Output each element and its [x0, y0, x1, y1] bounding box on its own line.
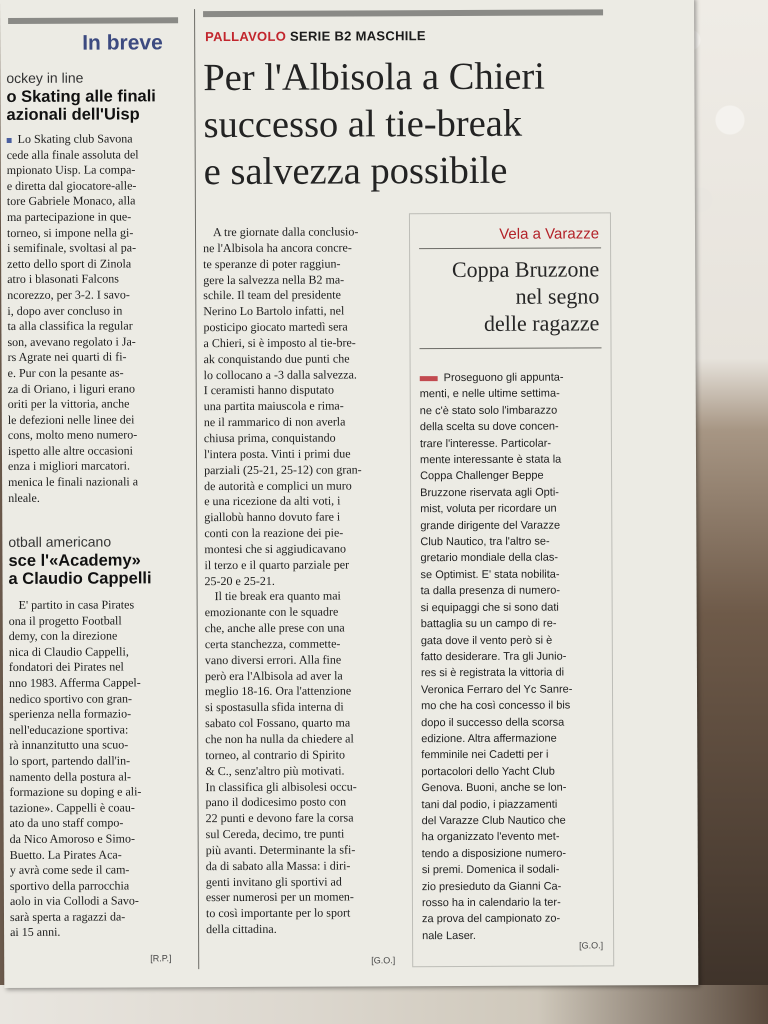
text-line: parziali (25-21, 25-12) con gran- [204, 462, 362, 477]
text-line: che non ha nulla da chiedere al [205, 731, 354, 747]
text-line: della cittadina. [206, 921, 277, 937]
text-line: fondatori dei Pirates nel [8, 659, 124, 675]
text-line: cede alla finale assoluta del [6, 146, 139, 162]
text-line: zetto dello sport di Zinola [7, 256, 132, 271]
text-line: demy, con la direzione [8, 628, 118, 644]
top-rule-left [8, 17, 178, 24]
text-line: Coppa Challenger Beppe [420, 470, 544, 483]
text-line: ne c'è stato solo l'imbarazzo [419, 404, 558, 417]
section-label: PALLAVOLO [205, 28, 287, 45]
text-line: Il tie break era quanto mai [214, 588, 341, 604]
text-line: de autorità e complici un muro [204, 477, 352, 493]
sidebar-signature: [G.O.] [579, 940, 604, 951]
text-line: menti, e nelle ultime settima- [419, 387, 560, 401]
paragraph-marker [420, 376, 438, 381]
text-line: ha organizzato l'evento met- [421, 830, 560, 844]
text-line: del Varazze Club Nautico che [421, 814, 566, 828]
text-line: e. Pur con la pesante as- [7, 365, 124, 380]
text-line: e una ricezione da alti voti, i [204, 493, 341, 509]
article-body [203, 224, 394, 938]
brief-1-kicker: ockey in line [6, 69, 84, 86]
text-line: ona il progetto Football [8, 613, 122, 628]
text-line: nleale. [8, 490, 40, 505]
text-line: gretario mondiale della clas- [420, 552, 559, 565]
brief-2-kicker: otball americano [8, 533, 112, 550]
text-line: si spostasulla sfida interna di [205, 699, 344, 715]
text-line: In classifica gli albisolesi occu- [205, 778, 357, 794]
text-line: ne l'Albisola ha ancora concre- [203, 240, 352, 255]
table-surface-background [0, 985, 768, 1024]
text-line: ak conquistando due punti che [203, 351, 350, 366]
text-line: genti invitano gli sportivi ad [205, 874, 342, 889]
sidebar-body [420, 369, 609, 944]
text-line: 22 punti e devono fare la corsa [205, 810, 354, 826]
text-line-content: Lo Skating club Savona [17, 131, 133, 146]
text-line: più avanti. Determinante la sfi- [205, 842, 356, 858]
text-line: trare l'interesse. Particolar- [419, 437, 552, 450]
text-line: res si è registrata la vittoria di [420, 666, 565, 680]
text-line: dopo il successo della scorsa [421, 716, 565, 729]
text-line: i semifinale, svoltasi al pa- [7, 240, 137, 256]
text-line: Nerino Lo Bartolo infatti, nel [203, 303, 345, 319]
text-line: se Optimist. E' stata nobilita- [420, 568, 560, 582]
sidebar-title: Vela a Varazze [499, 225, 600, 243]
text-line: rosso ha in calendario la ter- [421, 896, 561, 910]
text-line: che, anche alle prese con una [204, 620, 345, 636]
text-line: gere la salvezza nella B2 ma- [203, 272, 345, 287]
text-line: ai 15 anni. [10, 925, 61, 940]
brief-2-signature: [R.P.] [150, 953, 172, 964]
text-line: emozionante con le squadre [204, 604, 339, 620]
text-line-content: Proseguono gli appunta- [443, 371, 564, 385]
text-line: y avrà come sede il cam- [9, 862, 130, 878]
section-tag [205, 28, 426, 44]
text-line: Veronica Ferraro del Yc Sanre- [420, 683, 573, 696]
text-line: torneo, al contrario di Spirito [205, 747, 345, 762]
text-line: da di sabato alla Massa: i diri- [205, 858, 351, 873]
text-line: namento della postura al- [9, 768, 132, 784]
text-line: mente interessante è stata la [419, 453, 562, 467]
in-breve-heading: In breve [82, 31, 163, 55]
text-line: sarà sperta a ragazzi da- [9, 909, 126, 924]
text-line: ne il rammarico di non averla [203, 414, 346, 430]
text-line: oriti per la vittoria, anche [7, 396, 130, 412]
text-line: I ceramisti hanno disputato [203, 382, 335, 398]
text-line: ispetto alle altre occasioni [7, 443, 133, 458]
text-line: za di Oriano, i liguri erano [7, 380, 136, 396]
text-line: schile. Il team del presidente [203, 287, 341, 303]
text-line: edizione. Altra affermazione [421, 732, 557, 746]
sidebar-headline: Coppa Bruzzone nel segno delle ragazze [451, 256, 600, 336]
text-line: ma partecipazione in que- [6, 209, 132, 224]
text-line: Bruzzone riservata agli Opti- [420, 486, 559, 500]
subsection-label: SERIE B2 MASCHILE [289, 28, 426, 44]
paragraph-marker [7, 138, 12, 143]
text-line [7, 131, 179, 147]
text-line: ato da uno staff compo- [9, 815, 124, 831]
text-line: 25-20 e 25-21. [204, 573, 275, 588]
text-line: Genova. Buoni, anche se lon- [421, 781, 567, 795]
text-line: mo che ha così concesso il bis [421, 699, 571, 713]
brief-2-title: sce l'«Academy» a Claudio Cappelli [8, 551, 152, 588]
text-line: e diretta dal giocatore-alle- [6, 178, 137, 193]
text-line: formazione su doping e ali- [9, 784, 142, 800]
text-line: ta alla classifica la regular [7, 318, 133, 334]
text-line: sperienza nella formazio- [9, 706, 132, 722]
text-line: conti con la reazione dei pie- [204, 525, 344, 541]
text-line: della scelta su dove concen- [419, 420, 559, 434]
text-line: & C., senz'altro più motivati. [205, 763, 345, 778]
text-line: son, avevano regolato i Ja- [7, 334, 136, 349]
text-line: mpionato Uisp. La compa- [6, 162, 136, 178]
text-line: però era l'Albisola ad aver la [204, 668, 343, 683]
top-rule-main [203, 9, 603, 17]
text-line: si premi. Domenica il sodali- [421, 863, 560, 877]
text-line: torneo, si impone nella gi- [6, 224, 134, 240]
text-line: a Chieri, si è imposto al tie-bre- [203, 335, 356, 351]
text-line: rà innanzitutto una scuo- [9, 737, 129, 753]
text-line: Club Nautico, tra l'altro se- [420, 535, 550, 549]
text-line: nedico sportivo con gran- [9, 690, 133, 706]
text-line: E' partito in casa Pirates [18, 597, 135, 612]
text-line: pano il dodicesimo posto con [205, 794, 347, 810]
text-line: lo collocano a -3 dalla salvezza. [203, 367, 357, 382]
text-line: A tre giornate dalla conclusio- [212, 224, 359, 240]
text-line: cons, molto meno numero- [7, 427, 138, 443]
text-line: grande dirigente del Varazze [420, 519, 561, 532]
text-line: il terzo e il quarto parziale per [204, 557, 350, 572]
text-line: sportivo della parrocchia [9, 878, 130, 893]
text-line: battaglia su un campo di re- [420, 617, 557, 631]
text-line: nica di Claudio Cappelli, [8, 644, 129, 659]
text-line: montesi che si aggiudicavano [204, 541, 347, 556]
text-line: Buetto. La Pirates Aca- [9, 846, 122, 862]
text-line: mist, voluta per ricordare un [420, 502, 557, 516]
text-line: enza i migliori marcatori. [8, 458, 131, 474]
brief-1-title: o Skating alle finali azionali dell'Uisp [6, 87, 156, 124]
text-line: portacolori dello Yacht Club [421, 765, 555, 778]
text-line: i, dopo aver concluso in [7, 303, 123, 318]
brief-1-body [7, 131, 181, 506]
text-line: l'intera posta. Vinti i primi due [203, 446, 351, 461]
text-line: chiusa prima, conquistando [203, 430, 336, 446]
text-line: meglio 18-16. Ora l'attenzione [204, 683, 352, 699]
text-line: ta dalla presenza di numero- [420, 584, 561, 598]
column-divider [194, 9, 199, 969]
text-line: rs Agrate nei quarti di fi- [7, 349, 127, 365]
text-line: tani dal podio, i piazzamenti [421, 798, 558, 811]
text-line: gata dove il vento però si è [420, 634, 553, 647]
brief-2-body [9, 597, 182, 941]
text-line: to così importante per lo sport [205, 905, 351, 921]
text-line: nno 1983. Afferma Cappel- [8, 675, 141, 690]
text-line: lo sport, partendo dall'in- [9, 753, 131, 768]
text-line: sul Cereda, decimo, tre punti [205, 826, 345, 842]
text-line: te speranze di poter raggiun- [203, 256, 341, 271]
article-headline: Per l'Albisola a Chieri successo al tie-break e salvezza possibile [203, 55, 546, 194]
text-line: tendo a disposizione numero- [421, 847, 567, 860]
text-line: tazione». Cappelli è coau- [9, 800, 135, 815]
text-line: atro i blasonati Falcons [7, 271, 119, 287]
text-line: menica le finali nazionali a [8, 474, 139, 490]
text-line: certa stanchezza, commette- [204, 636, 341, 652]
text-line [420, 369, 606, 386]
text-line: posticipo giocato martedì sera [203, 319, 348, 335]
text-line: femminile nei Cadetti per i [421, 748, 549, 762]
text-line: una partita maiuscola e rima- [203, 398, 344, 414]
article-signature: [G.O.] [371, 955, 396, 966]
text-line: zio presieduto da Gianni Ca- [421, 880, 562, 893]
text-line: sabato col Fossano, quarto ma [205, 715, 351, 731]
text-line: za prova del campionato zo- [421, 912, 561, 926]
text-line: nale Laser. [422, 929, 476, 942]
text-line: le defezioni nelle linee dei [7, 412, 135, 427]
text-line: tore Gabriele Monaco, alla [6, 193, 136, 209]
text-line: esser numerosi per un momen- [205, 889, 354, 905]
text-line: nell'educazione sportiva: [9, 722, 129, 737]
text-line: si equipaggi che si sono dati [420, 601, 559, 614]
text-line: da Nico Amoroso e Simo- [9, 831, 136, 846]
text-line: aolo in via Collodi a Savo- [9, 893, 139, 909]
text-line: vano diversi errori. Alla fine [204, 652, 342, 667]
text-line: ncorezzo, per 3-2. I savo- [7, 287, 130, 302]
text-line: giallobù hanno dovuto fare i [204, 509, 341, 525]
text-line: fatto desiderare. Tra gli Junio- [420, 650, 567, 664]
